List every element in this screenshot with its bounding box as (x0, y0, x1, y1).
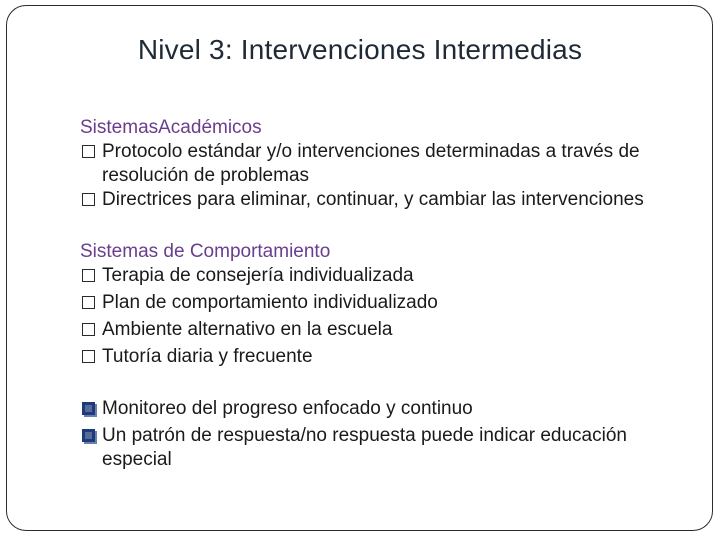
section-heading-academic: SistemasAcadémicos (80, 117, 262, 138)
list-item (80, 188, 680, 212)
square-bullet-icon (80, 291, 102, 309)
square-bullet-icon (80, 188, 102, 206)
list-item (80, 345, 680, 369)
list-item-text: Plan de comportamiento individualizado (102, 292, 438, 313)
list-item-text: Ambiente alternativo en la escuela (102, 319, 393, 340)
slide-title: Nivel 3: Intervenciones Intermedias (137, 34, 583, 65)
key-point (80, 397, 680, 421)
square-bullet-icon (80, 140, 102, 158)
list-item (80, 291, 680, 315)
list-item (80, 140, 680, 188)
square-bullet-icon (80, 264, 102, 282)
filled-square-bullet-icon (80, 424, 102, 442)
list-item (80, 318, 680, 342)
key-point-text: Un patrón de respuesta/no respuesta puede indicar educación especial (102, 425, 627, 470)
filled-square-bullet-icon (80, 397, 102, 415)
key-point (80, 424, 680, 472)
slide-content (80, 116, 680, 472)
square-bullet-icon (80, 345, 102, 363)
list-item-text: Protocolo estándar y/o intervenciones determinadas a través de resolución de problemas (102, 141, 640, 186)
section-heading-behavior: Sistemas de Comportamiento (80, 241, 331, 262)
list-item-text: Directrices para eliminar, continuar, y cambiar las intervenciones (102, 189, 644, 210)
list-item (80, 264, 680, 288)
square-bullet-icon (80, 318, 102, 336)
list-item-text: Terapia de consejería individualizada (102, 265, 414, 286)
list-item-text: Tutoría diaria y frecuente (102, 346, 313, 367)
key-point-text: Monitoreo del progreso enfocado y continuo (102, 398, 473, 419)
